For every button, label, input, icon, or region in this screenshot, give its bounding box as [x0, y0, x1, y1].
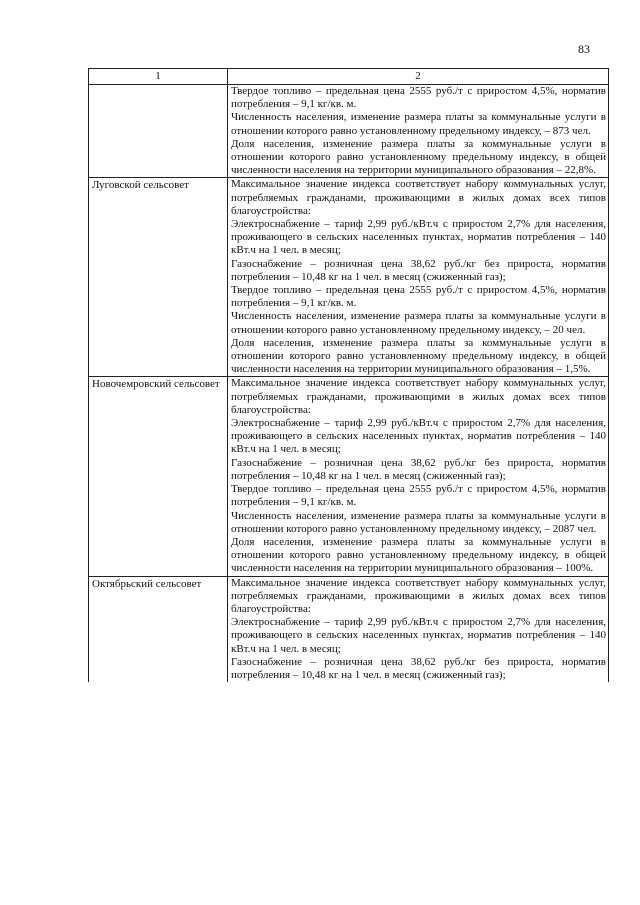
paragraph: Электроснабжение – тариф 2,99 руб./кВт.ч с приростом 2,7% для населения, проживающего в сельских населенных пунктах, норматив потребления – 140 кВт.ч на 1 чел. в месяц;: [231, 417, 606, 456]
paragraph: Максимальное значение индекса соответствует набору коммунальных услуг, потребляемых гражданами, проживающими в жилых домах всех типов благоустройства:: [231, 377, 606, 416]
paragraph: Доля населения, изменение размера платы за коммунальные услуги в отношении которого равно установленному предельному индексу, в общей численности населения на территории муниципального образования – 1,5%.: [231, 336, 606, 376]
municipality-name: Новочемровский сельсовет: [89, 377, 228, 576]
paragraph: Доля населения, изменение размера платы за коммунальные услуги в отношении которого равно установленному предельному индексу, в общей численности населения на территории муниципального образования – 22,8%.: [231, 137, 606, 177]
row-description: [228, 178, 609, 377]
paragraph: Максимальное значение индекса соответствует набору коммунальных услуг, потребляемых гражданами, проживающими в жилых домах всех типов благоустройства:: [231, 576, 606, 615]
table-row: [89, 178, 609, 377]
paragraph: Доля населения, изменение размера платы за коммунальные услуги в отношении которого равно установленному предельному индексу, в общей численности населения на территории муниципального образования – 100%.: [231, 535, 606, 575]
row-description: [228, 377, 609, 576]
paragraph: Газоснабжение – розничная цена 38,62 руб./кг без прироста, норматив потребления – 10,48 кг на 1 чел. в месяц (сжиженный газ);: [231, 655, 606, 681]
table-row: [89, 377, 609, 576]
paragraph: Газоснабжение – розничная цена 38,62 руб./кг без прироста, норматив потребления – 10,48 кг на 1 чел. в месяц (сжиженный газ);: [231, 257, 606, 283]
paragraph: Численность населения, изменение размера платы за коммунальные услуги в отношении которого равно установленному предельному индексу, – 873 чел.: [231, 111, 606, 137]
paragraph: Твердое топливо – предельная цена 2555 руб./т с приростом 4,5%, норматив потребления – 9,1 кг/кв. м.: [231, 284, 606, 310]
municipality-name: Луговской сельсовет: [89, 178, 228, 377]
row-description: [228, 85, 609, 178]
data-table: [88, 68, 609, 682]
paragraph: Твердое топливо – предельная цена 2555 руб./т с приростом 4,5%, норматив потребления – 9,1 кг/кв. м.: [231, 85, 606, 111]
paragraph: Численность населения, изменение размера платы за коммунальные услуги в отношении которого равно установленному предельному индексу, – 2087 чел.: [231, 509, 606, 535]
paragraph: Численность населения, изменение размера платы за коммунальные услуги в отношении которого равно установленному предельному индексу, – 20 чел.: [231, 310, 606, 336]
table-row: [89, 576, 609, 682]
column-header-2: 2: [228, 69, 609, 85]
paragraph: Газоснабжение – розничная цена 38,62 руб./кг без прироста, норматив потребления – 10,48 кг на 1 чел. в месяц (сжиженный газ);: [231, 456, 606, 482]
paragraph: Электроснабжение – тариф 2,99 руб./кВт.ч с приростом 2,7% для населения, проживающего в сельских населенных пунктах, норматив потребления – 140 кВт.ч на 1 чел. в месяц;: [231, 616, 606, 655]
municipality-name: [89, 85, 228, 178]
paragraph: Максимальное значение индекса соответствует набору коммунальных услуг, потребляемых гражданами, проживающими в жилых домах всех типов благоустройства:: [231, 178, 606, 217]
column-header-1: 1: [89, 69, 228, 85]
table-row: [89, 85, 609, 178]
municipality-name: Октябрьский сельсовет: [89, 576, 228, 682]
row-description: [228, 576, 609, 682]
paragraph: Электроснабжение – тариф 2,99 руб./кВт.ч с приростом 2,7% для населения, проживающего в сельских населенных пунктах, норматив потребления – 140 кВт.ч на 1 чел. в месяц;: [231, 218, 606, 257]
page-number: 83: [578, 42, 590, 56]
table-header-row: [89, 69, 609, 85]
paragraph: Твердое топливо – предельная цена 2555 руб./т с приростом 4,5%, норматив потребления – 9,1 кг/кв. м.: [231, 483, 606, 509]
